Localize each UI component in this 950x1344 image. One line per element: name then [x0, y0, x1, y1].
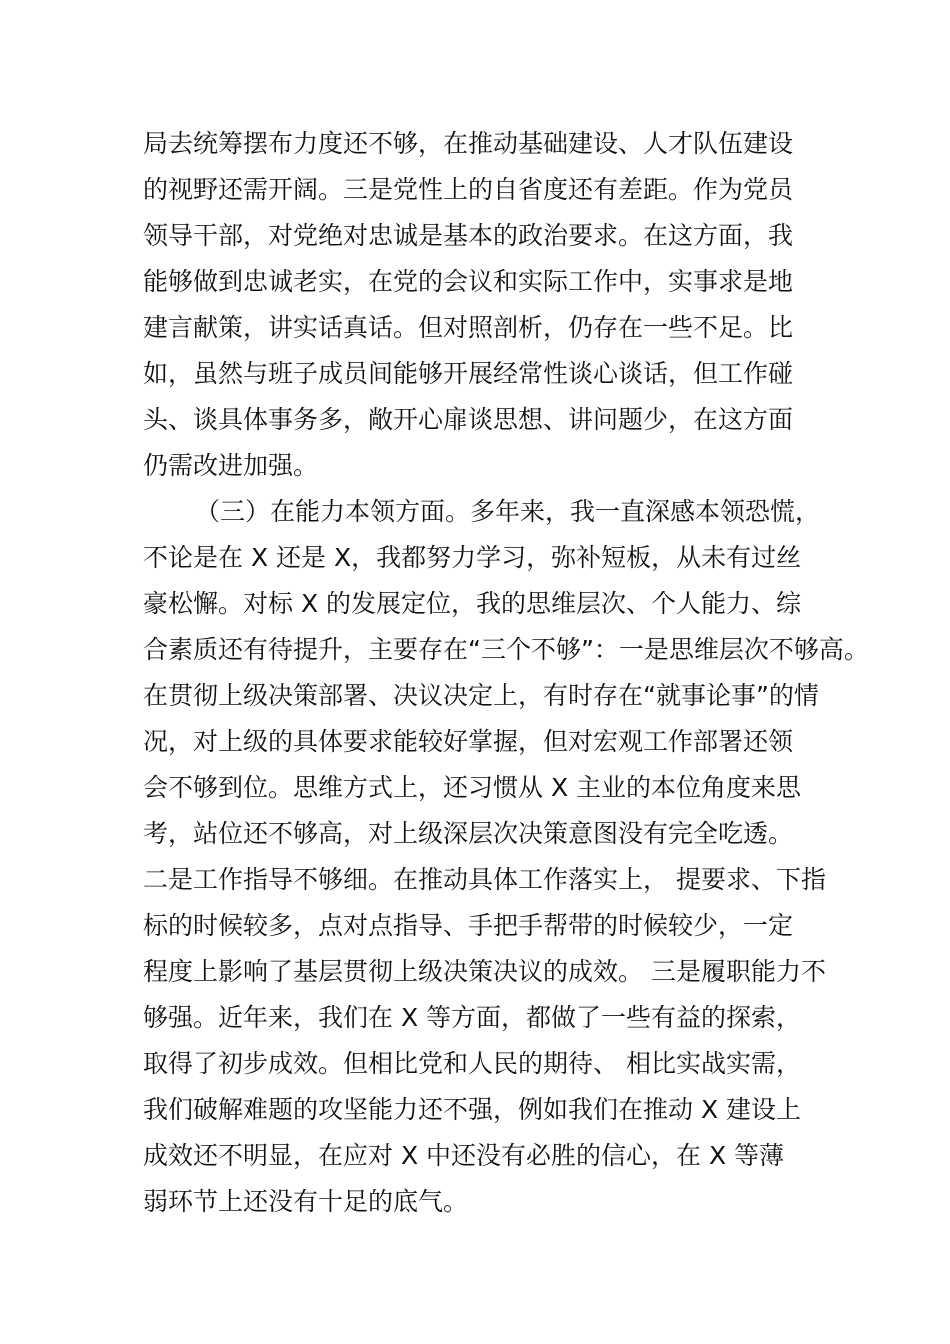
text-line: 在贯彻上级决策部署、决议决定上，有时存在“就事论事”的情	[143, 681, 819, 710]
text-line: 二是工作指导不够细。在推动具体工作落实上， 提要求、下指	[143, 865, 826, 894]
text-line: 弱环节上还没有十足的底气。	[143, 1187, 469, 1216]
text-line: 我们破解难题的攻坚能力还不强，例如我们在推动 X 建设上	[143, 1095, 802, 1124]
body-text	[143, 121, 869, 1225]
text-line: 会不够到位。思维方式上，还习惯从 X 主业的本位角度来思	[143, 773, 802, 802]
text-line: 豪松懈。对标 X 的发展定位，我的思维层次、个人能力、综	[143, 589, 802, 618]
text-line: 考，站位还不够高，对上级深层次决策意图没有完全吃透。	[143, 819, 794, 848]
text-line: 不论是在 X 还是 X，我都努力学习，弥补短板，从未有过丝	[143, 543, 802, 572]
section-heading-line: （三）在能力本领方面。多年来，我一直深感本领恐慌，	[195, 497, 821, 526]
text-line: 领导干部，对党绝对忠诚是基本的政治要求。在这方面，我	[143, 221, 794, 250]
text-line: 的视野还需开阔。三是党性上的自省度还有差距。作为党员	[143, 175, 794, 204]
text-line: 成效还不明显，在应对 X 中还没有必胜的信心，在 X 等薄	[143, 1141, 785, 1170]
text-line: 仍需改进加强。	[143, 451, 319, 480]
text-line: 够强。近年来，我们在 X 等方面，都做了一些有益的探索，	[143, 1003, 802, 1032]
text-line: 局去统筹摆布力度还不够，在推动基础建设、人才队伍建设	[143, 129, 794, 158]
text-line: 如，虽然与班子成员间能够开展经常性谈心谈话，但工作碰	[143, 359, 794, 388]
text-line: 况，对上级的具体要求能较好掌握，但对宏观工作部署还领	[143, 727, 794, 756]
text-line: 取得了初步成效。但相比党和人民的期待、 相比实战实需，	[143, 1049, 801, 1078]
text-line: 能够做到忠诚老实，在党的会议和实际工作中，实事求是地	[143, 267, 794, 296]
text-line: 合素质还有待提升，主要存在“三个不够”：一是思维层次不够高。	[143, 635, 869, 664]
text-line: 标的时候较多，点对点指导、手把手帮带的时候较少，一定	[143, 911, 794, 940]
text-line: 建言献策，讲实话真话。但对照剖析，仍存在一些不足。比	[143, 313, 794, 342]
text-line: 头、谈具体事务多，敞开心扉谈思想、讲问题少，在这方面	[143, 405, 794, 434]
text-line: 程度上影响了基层贯彻上级决策决议的成效。 三是履职能力不	[143, 957, 826, 986]
